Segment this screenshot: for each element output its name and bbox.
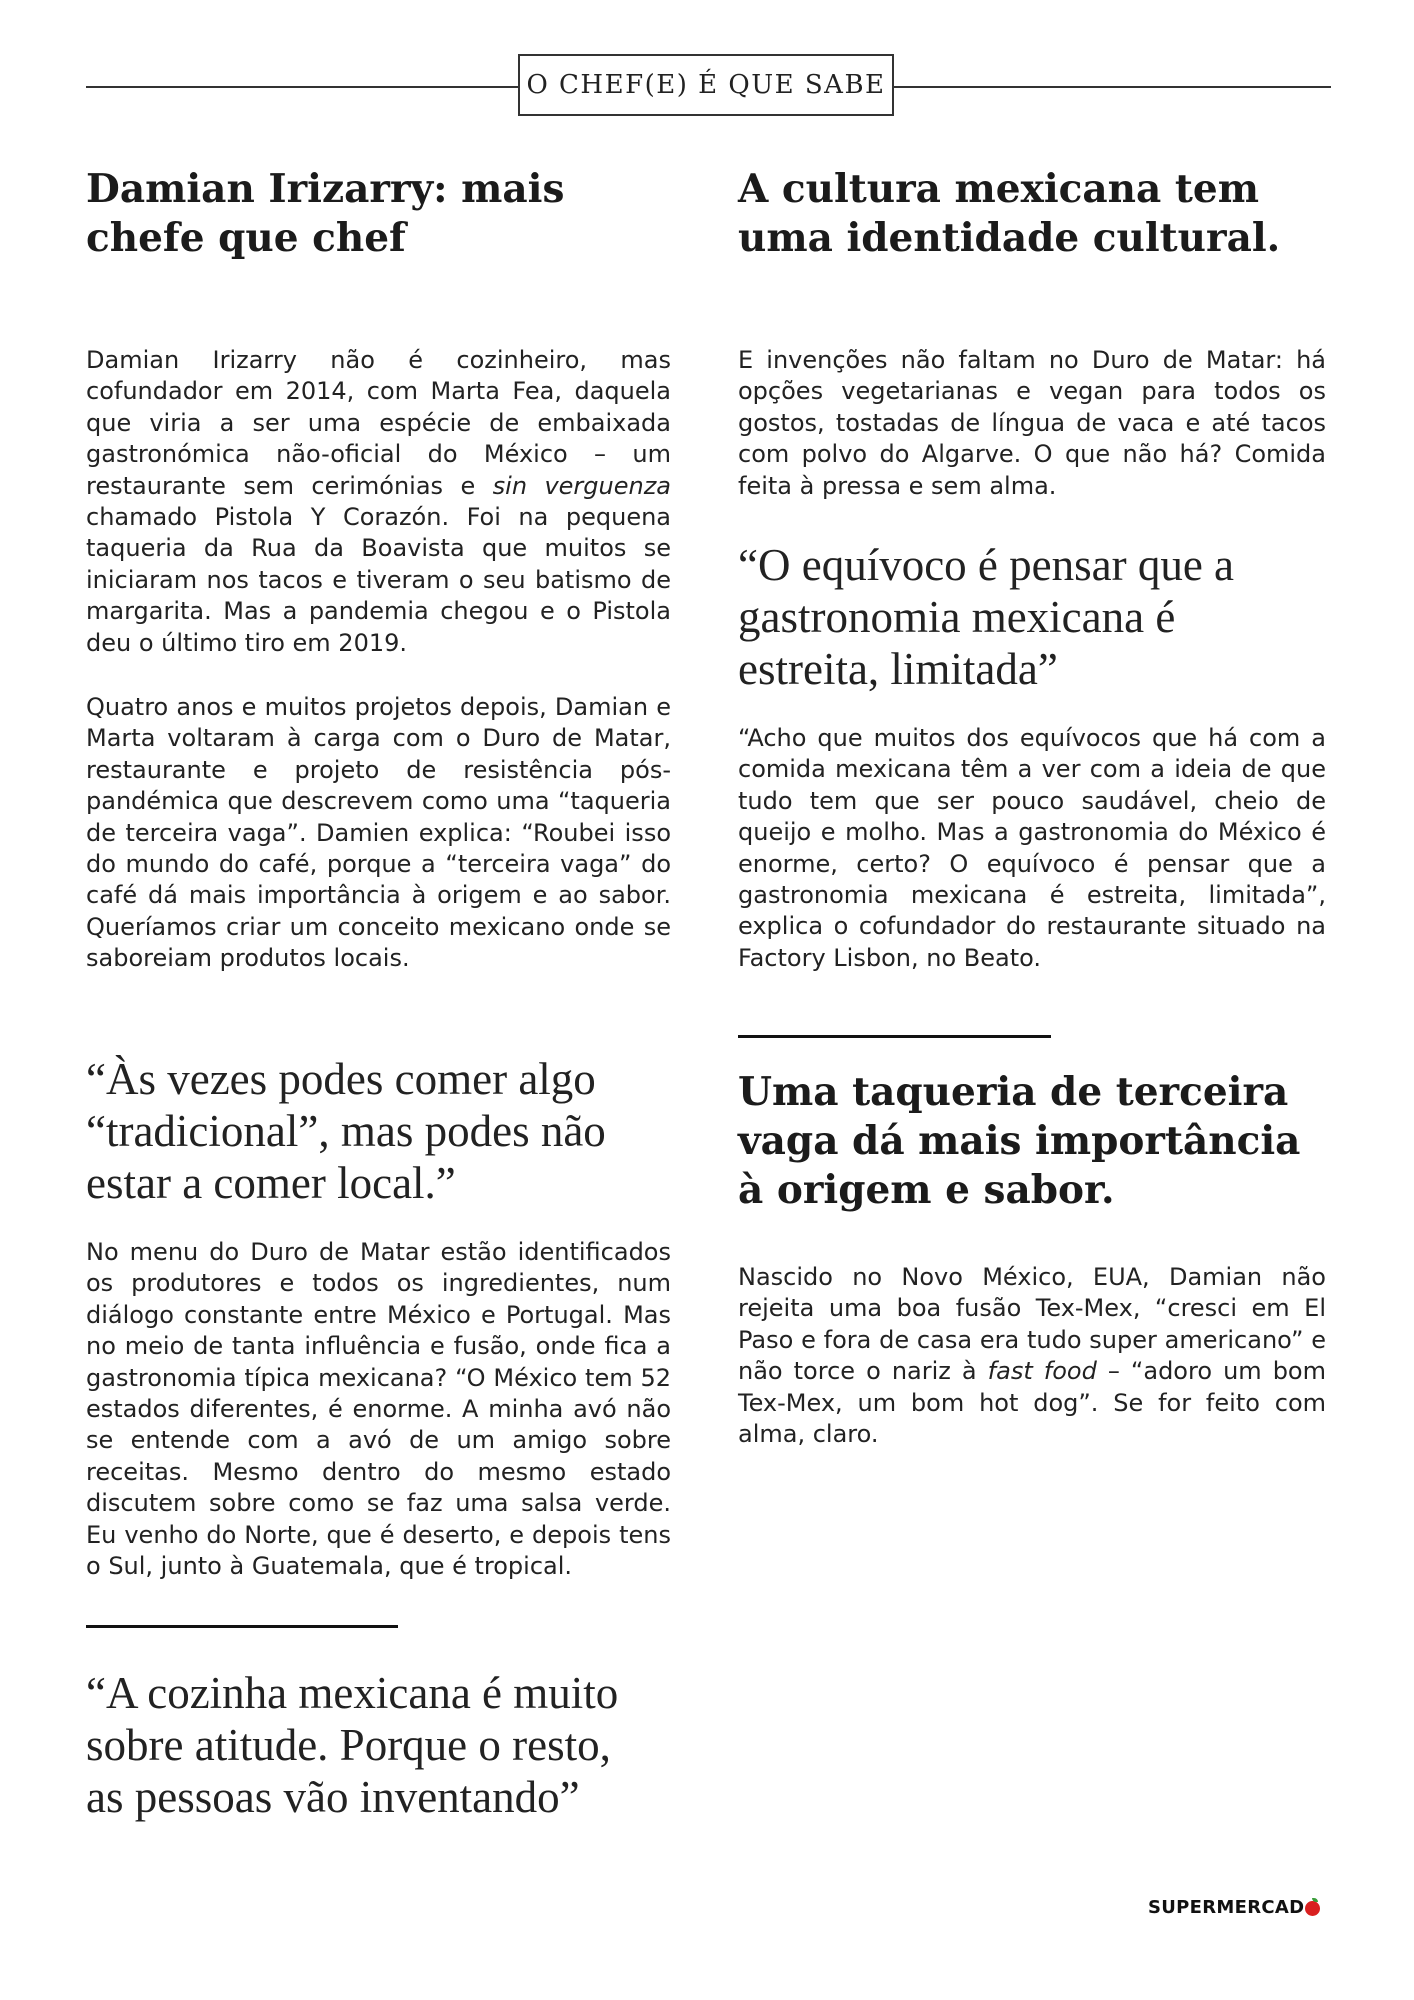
left-paragraph-3: No menu do Duro de Matar estão identificados os produtores e todos os ingredientes, num diálogo constante entre México e Portugal. Mas no meio de tanta influência e fusão, onde fica a gastronomia típica mexicana? “O México tem 52 estados diferentes, é enorme. A minha avó não se entende com a avó de um amigo sobre receitas. Mesmo dentro do mesmo estado discutem sobre como se faz uma salsa verde. Eu venho do Norte, que é deserto, e depois tens o Sul, junto à Guatemala, que é tropical. [86, 1238, 671, 1581]
apple-icon [1305, 1901, 1320, 1916]
pull-quote-3: “O equívoco é pensar que a gastronomia mexicana é estreita, limitada” [738, 540, 1235, 694]
logo-text: SUPERMERCAD [1148, 1897, 1305, 1918]
leaf-icon [1312, 1898, 1318, 1902]
article-heading: Damian Irizarry: mais chefe que chef [86, 166, 565, 261]
right-paragraph-2: “Acho que muitos dos equívocos que há com a comida mexicana têm a ver com a ideia de que tudo tem que ser pouco saudável, cheio de queijo e molho. Mas a gastronomia do México é enorme, certo? O equívoco é pensar que a gastronomia mexicana é estreita, limitada”, explica o cofundador do restaurante situado na Factory Lisbon, no Beato. [738, 724, 1326, 972]
supermercado-logo [1148, 1897, 1320, 1918]
section-header-label: O CHEF(E) É QUE SABE [526, 70, 886, 100]
left-paragraph-1: Damian Irizarry não é cozinheiro, mas cofundador em 2014, com Marta Fea, daquela que viria a ser uma espécie de embaixada gastronómica não-oficial do México – um restaurante sem cerimónias e sin verguenza chamado Pistola Y Corazón. Foi na pequena taqueria da Rua da Boavista que muitos se iniciaram nos tacos e tiveram o seu batismo de margarita. Mas a pandemia chegou e o Pistola deu o último tiro em 2019. [86, 346, 672, 657]
header-rule-left [86, 86, 518, 88]
header-rule-right [894, 86, 1331, 88]
left-paragraph-2: Quatro anos e muitos projetos depois, Damian e Marta voltaram à carga com o Duro de Matar, restaurante e projeto de resistência pós-pandémica que descrevem como uma “taqueria de terceira vaga”. Damien explica: “Roubei isso do mundo do café, porque a “terceira vaga” do café dá mais importância à origem e ao sabor. Queríamos criar um conceito mexicano onde se saboreiam produtos locais. [86, 693, 671, 973]
section-heading-1: A cultura mexicana tem uma identidade cultural. [738, 166, 1281, 261]
section-heading-2: Uma taqueria de terceira vaga dá mais importância à origem e sabor. [738, 1069, 1301, 1213]
right-paragraph-3: Nascido no Novo México, EUA, Damian não rejeita uma boa fusão Tex-Mex, “cresci em El Paso e fora de casa era tudo super americano” e não torce o nariz à fast food – “adoro um bom Tex-Mex, um bom hot dog”. Se for feito com alma, claro. [738, 1263, 1326, 1449]
right-paragraph-1: E invenções não faltam no Duro de Matar: há opções vegetarianas e vegan para todos os gostos, tostadas de língua de vaca e até tacos com polvo do Algarve. O que não há? Comida feita à pressa e sem alma. [738, 346, 1326, 500]
heading-divider-right [738, 1035, 1051, 1038]
pull-quote-1: “Às vezes podes comer algo “tradicional”, mas podes não estar a comer local.” [86, 1054, 606, 1208]
quote-divider-left [86, 1625, 398, 1628]
section-header [518, 54, 894, 116]
pull-quote-2: “A cozinha mexicana é muito sobre atitude. Porque o resto, as pessoas vão inventando” [86, 1668, 619, 1822]
